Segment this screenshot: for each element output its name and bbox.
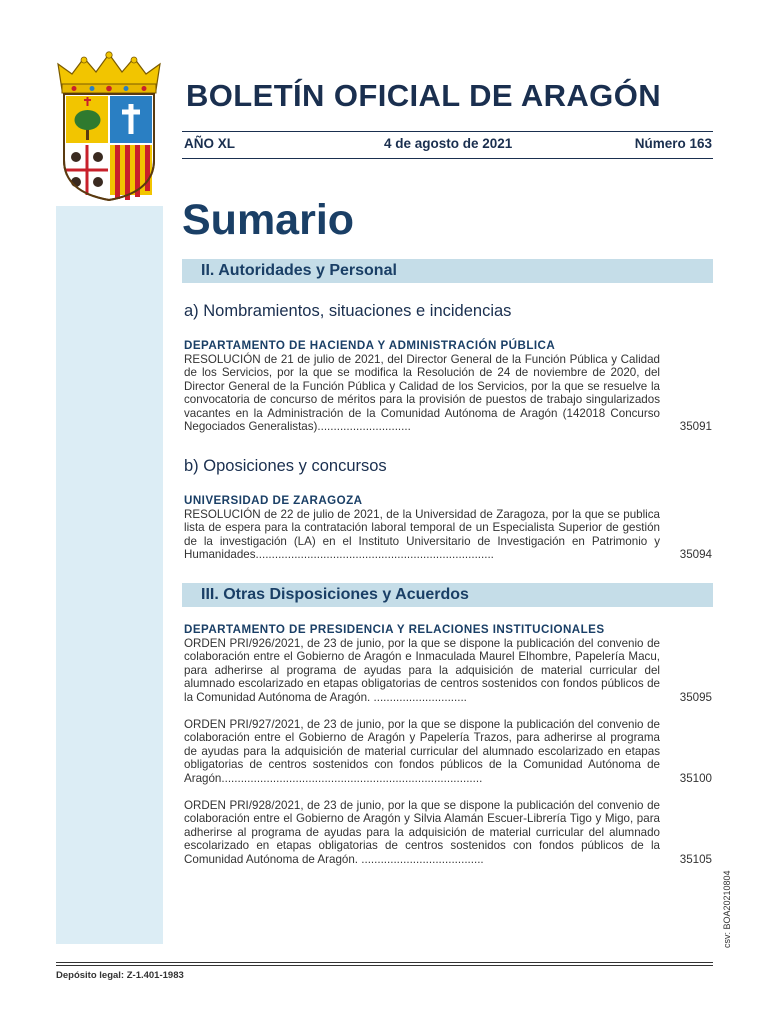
list-item[interactable]	[184, 353, 714, 433]
header-rule-bottom	[182, 158, 713, 159]
subsection-heading: a) Nombramientos, situaciones e incidencias	[184, 302, 512, 320]
summary-heading: Sumario	[182, 196, 355, 244]
section-heading-bar	[182, 583, 713, 607]
list-item[interactable]	[184, 718, 714, 785]
page-number: 35094	[679, 548, 712, 562]
issue-date: 4 de agosto de 2021	[384, 136, 513, 151]
entry-text: ORDEN PRI/928/2021, de 23 de junio, por la que se dispone la publicación del convenio de colaboración entre el Gobierno de Aragón y Silvia Alamán Escuer-Librería Tigo y Migo, para adherirse al programa de ayudas para la adquisición de material curricular del alumnado escolarizado en etapas obligatorias de centros sostenidos con fondos públicos de la Comunidad Autónoma de Aragón. ......................................	[184, 799, 660, 866]
header-rule-top	[182, 131, 713, 132]
page-number: 35091	[679, 420, 712, 434]
issue-year: AÑO XL	[184, 136, 236, 151]
footer-rule	[56, 962, 713, 963]
list-item[interactable]	[184, 508, 714, 562]
subsection-heading: b) Oposiciones y concursos	[184, 457, 387, 475]
department-heading: UNIVERSIDAD DE ZARAGOZA	[184, 494, 363, 507]
entry-text: ORDEN PRI/926/2021, de 23 de junio, por la que se dispone la publicación del convenio de colaboración entre el Gobierno de Aragón e Inmaculada Maurel Elhombre, Papelería Macu, para adherirse al programa de ayudas para la adquisición de material curricular del alumnado escolarizado en etapas obligatorias de centros sostenidos con fondos públicos de la Comunidad Autónoma de Aragón. .............................	[184, 637, 660, 704]
aragon-coat-of-arms-icon	[54, 50, 164, 202]
entry-text: RESOLUCIÓN de 21 de julio de 2021, del Director General de la Función Pública y Calidad de los Servicios, por la que se modifica la Resolución de 24 de noviembre de 2020, del Director General de la Función Pública y Calidad de los Servicios, por la que se resuelve la convocatoria de concurso de méritos para la provisión de puestos de trabajo singularizados vacantes en la Administración de la Comunidad Autónoma de Aragón (142018 Concurso Negociados Generalistas).............................	[184, 353, 660, 434]
entry-text: RESOLUCIÓN de 22 de julio de 2021, de la Universidad de Zaragoza, por la que se publica lista de espera para la contratación laboral temporal de un Especialista Superior de gestión de la investigación (LA) en el Instituto Universitario de Investigación en Patrimonio y Humanidades..........................................................................	[184, 508, 660, 562]
page-title: BOLETÍN OFICIAL DE ARAGÓN	[186, 78, 661, 113]
legal-deposit: Depósito legal: Z-1.401-1983	[56, 970, 184, 981]
issue-number: Número 163	[634, 136, 712, 151]
csv-code: csv: BOA20210804	[722, 870, 732, 948]
section-heading: III. Otras Disposiciones y Acuerdos	[201, 586, 469, 603]
section-heading: II. Autoridades y Personal	[201, 262, 397, 279]
department-heading: DEPARTAMENTO DE PRESIDENCIA Y RELACIONES INSTITUCIONALES	[184, 623, 605, 636]
page-number: 35095	[679, 690, 712, 704]
issue-meta	[184, 136, 712, 154]
list-item[interactable]	[184, 799, 714, 866]
section-heading-bar	[182, 259, 713, 283]
footer-rule	[56, 965, 713, 966]
list-item[interactable]	[184, 637, 714, 704]
entry-text: ORDEN PRI/927/2021, de 23 de junio, por la que se dispone la publicación del convenio de colaboración entre el Gobierno de Aragón y Papelería Trazos, para adherirse al programa de ayudas para la adquisición de material curricular del alumnado escolarizado en etapas obligatorias de centros sostenidos con fondos públicos de la Comunidad Autónoma de Aragón.................................................................................	[184, 718, 660, 785]
sidebar-band	[56, 206, 163, 944]
department-heading: DEPARTAMENTO DE HACIENDA Y ADMINISTRACIÓN PÚBLICA	[184, 339, 556, 352]
page-number: 35100	[679, 771, 712, 785]
page-number: 35105	[679, 852, 712, 866]
